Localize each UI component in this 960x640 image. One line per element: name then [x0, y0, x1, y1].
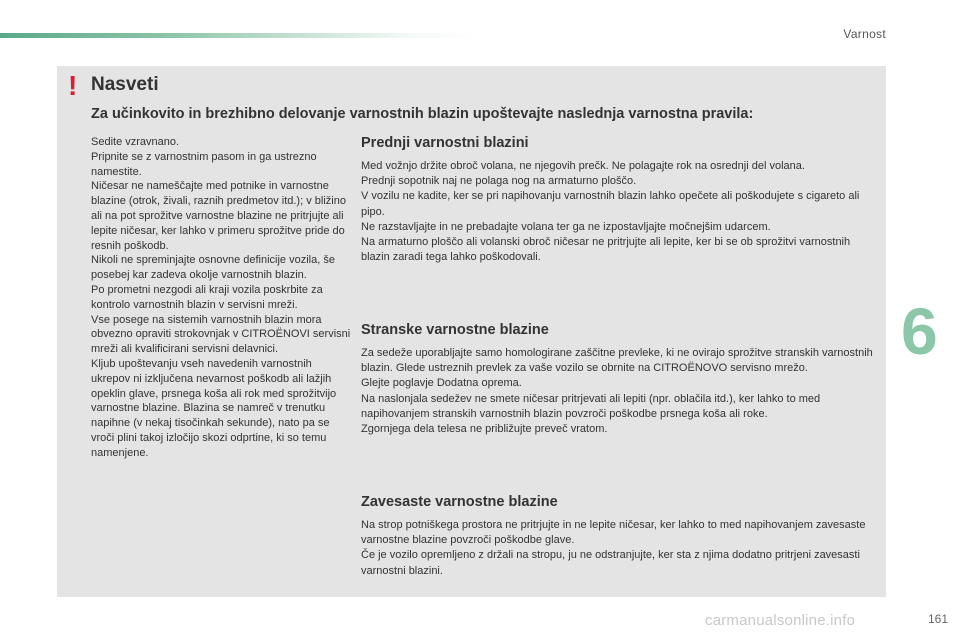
chapter-number: 6	[901, 294, 938, 368]
rule-paragraph: Vse posege na sistemih varnostnih blazin mora obvezno opraviti strokovnjak v CITROËNOVI servisni mreži ali kvalificirani servisni delavnici.	[91, 313, 351, 356]
rule-paragraph: Pripnite se z varnostnim pasom in ga ustrezno namestite.	[91, 150, 317, 178]
warning-icon: !	[68, 70, 78, 101]
section-heading: Zavesaste varnostne blazine	[361, 494, 558, 510]
section-paragraph: Če je vozilo opremljeno z držali na stropu, ju ne odstranjujte, ker sta z njima dodatno pritrjeni zavesasti varnostni blazini.	[361, 549, 860, 577]
rule-paragraph: Sedite vzravnano.	[91, 136, 180, 148]
section-paragraph: Na armaturno ploščo ali volanski obroč ničesar ne pritrjujte ali lepite, ker bi se ob sprožitvi varnostnih blazin zaradi tega lahko poškodovali.	[361, 236, 851, 264]
rule-paragraph: Nikoli ne spreminjajte osnovne definicije vozila, še posebej kar zadeva okolje varnostnih blazin.	[91, 254, 335, 282]
front-airbags-section	[361, 135, 881, 265]
watermark: carmanualsonline.info	[705, 612, 856, 629]
section-paragraph: Na naslonjala sedežev ne smete ničesar pritrjevati ali lepiti (npr. oblačila itd.), ker lahko to med napihovanjem stranskih varnostnih blazin povzroči poškodbe prsnega koša ali roke.	[361, 392, 821, 420]
rule-paragraph: Kljub upoštevanju vseh navedenih varnostnih ukrepov ni izključena nevarnost poškodb ali lažjih opeklin glave, prsnega koša ali rok med sprožitvijo varnostne blazine. Blazina se namreč v trenutku napihne (v nekaj tisočinkah sekunde), nato pa se vroči plini takoj izločijo skozi odprtine, ki so temu namenjene.	[91, 357, 337, 459]
rule-paragraph: Ničesar ne nameščajte med potnike in varnostne blazine (otrok, živali, raznih predmetov itd.); v bližino ali na pot sprožitve varnostne blazine ne pritrjujte ali lepite ničesar, ker lahko v primeru sprožitve pride do resnih poškodb.	[91, 180, 346, 252]
curtain-airbags-section	[361, 494, 881, 579]
section-paragraph: Ne razstavljajte in ne prebadajte volana ter ga ne izpostavljajte močnejšim udarcem.	[361, 220, 771, 233]
section-paragraph: Na strop potniškega prostora ne pritrjujte in ne lepite ničesar, ker lahko to med napihovanjem zavesaste varnostne blazine povzroči poškodbe glave.	[361, 519, 866, 547]
panel-title: Nasveti	[91, 74, 159, 95]
section-paragraph: Med vožnjo držite obroč volana, ne njegovih prečk. Ne polagajte rok na osrednji del volana.	[361, 160, 805, 172]
page-number: 161	[927, 612, 948, 626]
section-paragraph: Glejte poglavje Dodatna oprema.	[361, 377, 522, 390]
section-paragraph: Zgornjega dela telesa ne približujte preveč vratom.	[361, 423, 608, 436]
section-paragraph: V vozilu ne kadite, ker se pri napihovanju varnostnih blazin lahko opečete ali poškodujete s cigareto ali pipo.	[361, 190, 860, 218]
header-accent-bar	[0, 33, 480, 38]
panel-subtitle: Za učinkovito in brezhibno delovanje varnostnih blazin upoštevajte naslednja varnostna pravila:	[91, 106, 754, 122]
section-title: Varnost	[843, 27, 886, 41]
section-paragraph: Prednji sopotnik naj ne polaga nog na armaturno ploščo.	[361, 175, 637, 188]
section-heading: Prednji varnostni blazini	[361, 135, 529, 151]
side-airbags-section	[361, 322, 881, 437]
general-rules-column	[91, 135, 353, 461]
section-heading: Stranske varnostne blazine	[361, 322, 549, 338]
rule-paragraph: Po prometni nezgodi ali kraji vozila poskrbite za kontrolo varnostnih blazin v servisni mreži.	[91, 283, 323, 311]
section-paragraph: Za sedeže uporabljajte samo homologirane zaščitne prevleke, ki ne ovirajo sprožitve stranskih varnostnih blazin. Glede ustreznih prevlek za vaše vozilo se obrnite na CITROËNOVO servisno mrežo.	[361, 347, 873, 375]
